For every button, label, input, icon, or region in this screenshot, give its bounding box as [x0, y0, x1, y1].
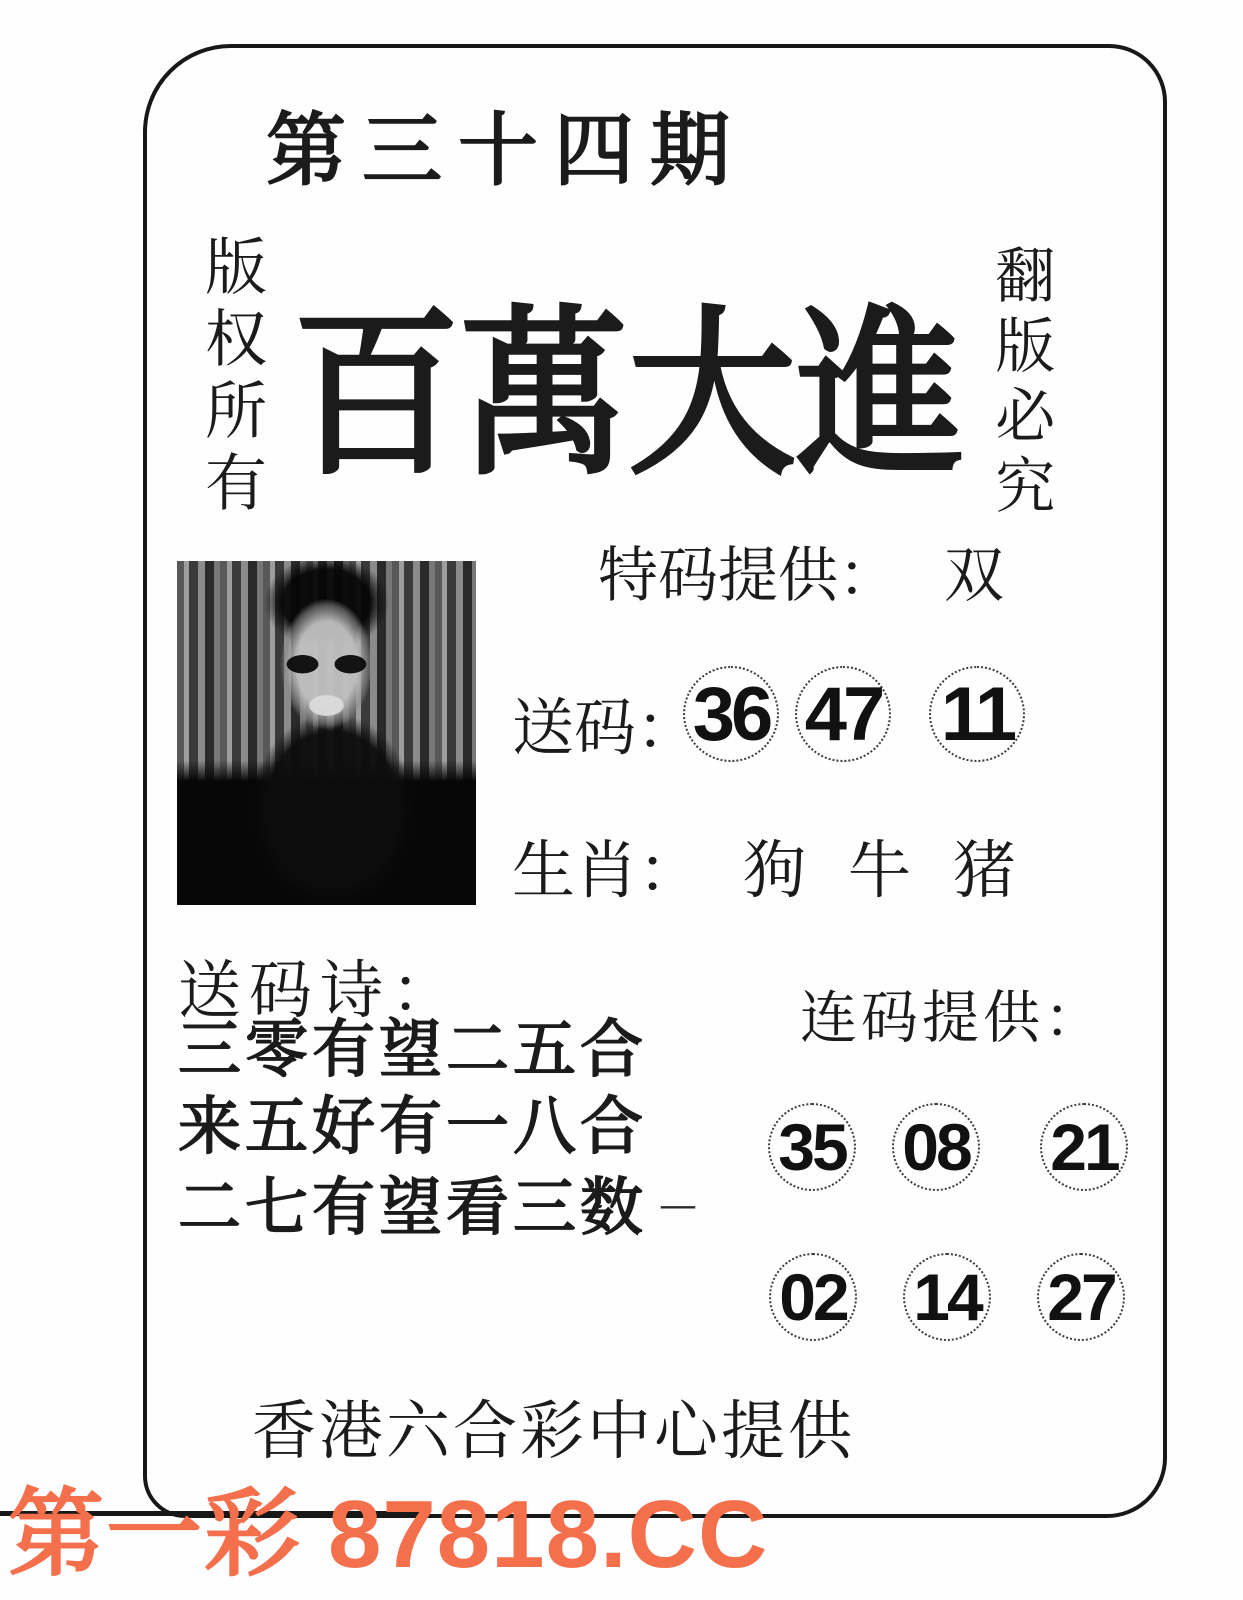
linked-code-number-circle: 08: [892, 1103, 980, 1191]
send-code-number-circle: 36: [683, 666, 779, 762]
linked-codes-row-2: [769, 1253, 1125, 1341]
footer-site-url: 87818.CC: [328, 1481, 769, 1588]
footer-watermark: [8, 1458, 768, 1595]
zodiac-line: [512, 820, 1016, 911]
poem-lines: [178, 1012, 695, 1247]
linked-code-number-circle: 35: [768, 1103, 856, 1191]
portrait-photo: [177, 561, 476, 905]
copyright-vertical-text: 版权所有: [195, 234, 264, 522]
linked-codes-label: 连码提供：: [800, 987, 1105, 1050]
zodiac-value: 狗: [743, 836, 806, 906]
linked-codes-row-1: [768, 1103, 1128, 1191]
send-code-label: 送码：: [512, 695, 699, 763]
linked-code-number-circle: 27: [1037, 1253, 1125, 1341]
provider-line: 香港六合彩中心提供: [252, 1396, 855, 1467]
send-code-number-circle: 11: [929, 666, 1025, 762]
linked-code-number-circle: 14: [903, 1253, 991, 1341]
poem-title: 送码诗：: [178, 956, 462, 1026]
send-code-number-circle: 47: [795, 666, 891, 762]
anti-piracy-vertical-text: 翻版必究: [987, 244, 1054, 524]
poem-line: 二七有望看三数 —: [178, 1173, 695, 1243]
special-code-value: 双: [944, 543, 1004, 609]
poem-line: 三零有望二五合: [178, 1015, 647, 1085]
linked-code-number-circle: 02: [769, 1253, 857, 1341]
zodiac-value: 牛: [848, 836, 911, 906]
zodiac-value: 猪: [953, 836, 1016, 906]
main-title-calligraphy: 百萬大進: [292, 296, 964, 498]
special-code-line: [598, 528, 1004, 614]
issue-title: 第三十四期: [266, 108, 746, 196]
linked-code-number-circle: 21: [1040, 1103, 1128, 1191]
poem-trailing-dash: —: [661, 1186, 695, 1223]
poem-line: 来五好有一八合: [178, 1092, 647, 1162]
send-code-numbers: [683, 666, 1025, 762]
zodiac-label: 生肖：: [512, 836, 701, 906]
special-code-label: 特码提供：: [598, 543, 898, 609]
footer-brand: 第一彩: [8, 1481, 302, 1588]
